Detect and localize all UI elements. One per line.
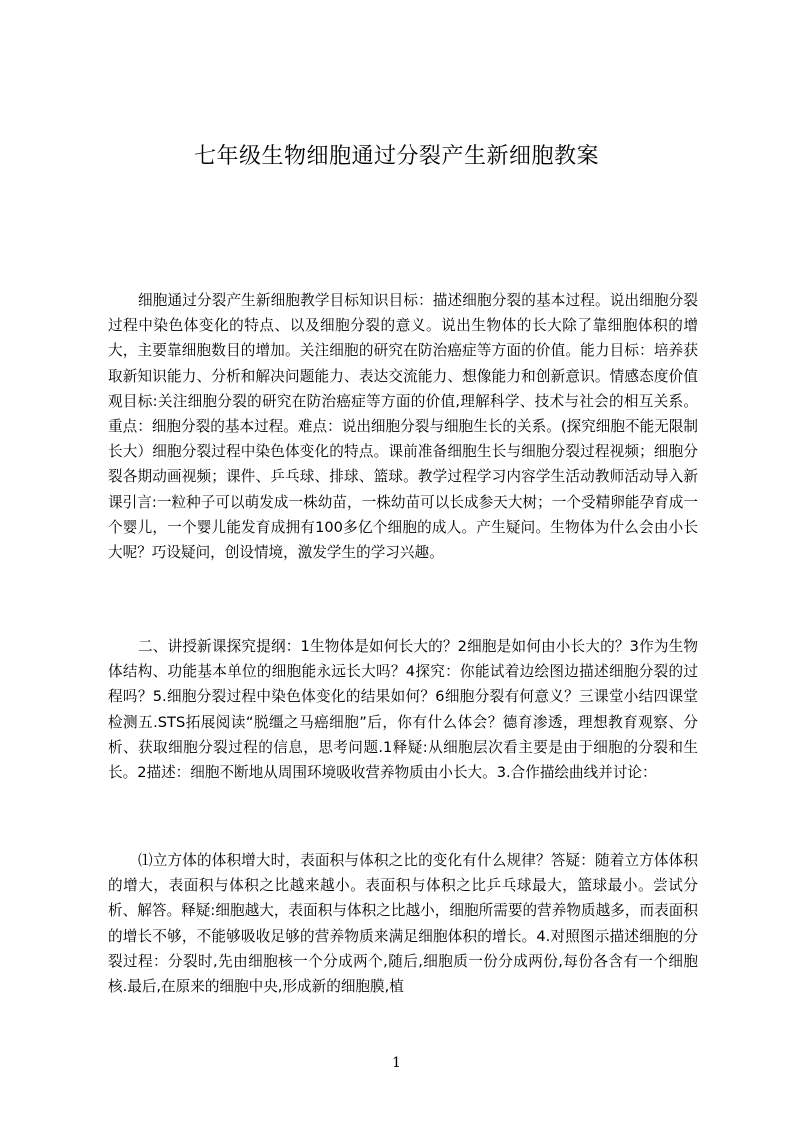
- paragraph-new-lesson: 二、讲授新课探究提纲：1生物体是如何长大的？2细胞是如何由小长大的？3作为生物体结构、功能基本单位的细胞能永远长大吗？4探究：你能试着边绘图边描述细胞分裂的过程吗？5.细胞分裂过程中染色体变化的结果如何？6细胞分裂有何意义？三课堂小结四课堂检测五.STS拓展阅读“脱缰之马癌细胞”后，你有什么体会？德育渗透，理想教育观察、分析、获取细胞分裂过程的信息，思考问题.1释疑:从细胞层次看主要是由于细胞的分裂和生长。2描述：细胞不断地从周围环境吸收营养物质由小长大。3.合作描绘曲线并讨论：: [108, 638, 698, 782]
- page-number: 1: [392, 1055, 401, 1071]
- document-title: 七年级生物细胞通过分裂产生新细胞教案: [193, 144, 599, 169]
- paragraph-cube-question: ⑴立方体的体积增大时，表面积与体积之比的变化有什么规律？答疑：随着立方体体积的增大，表面积与体积之比越来越小。表面积与体积之比乒乓球最大，篮球最小。尝试分析、解答。释疑:细胞越大，表面积与体积之比越小，细胞所需要的营养物质越多，而表面积的增长不够，不能够吸收足够的营养物质来满足细胞体积的增长。4.对照图示描述细胞的分裂过程：分裂时,先由细胞核一个分成两个,随后,细胞质一份分成两份,每份各含有一个细胞核.最后,在原来的细胞中央,形成新的细胞膜,植: [108, 852, 698, 996]
- paragraph-objectives: 细胞通过分裂产生新细胞教学目标知识目标：描述细胞分裂的基本过程。说出细胞分裂过程中染色体变化的特点、以及细胞分裂的意义。说出生物体的长大除了靠细胞体积的增大，主要靠细胞数目的增加。关注细胞的研究在防治癌症等方面的价值。能力目标：培养获取新知识能力、分析和解决问题能力、表达交流能力、想像能力和创新意识。情感态度价值观目标:关注细胞分裂的研究在防治癌症等方面的价值,理解科学、技术与社会的相互关系。重点：细胞分裂的基本过程。难点：说出细胞分裂与细胞生长的关系。(探究细胞不能无限制长大）细胞分裂过程中染色体变化的特点。课前准备细胞生长与细胞分裂过程视频；细胞分裂各期动画视频；课件、乒乓球、排球、篮球。教学过程学习内容学生活动教师活动导入新课引言:一粒种子可以萌发成一株幼苗，一株幼苗可以长成参天大树；一个受精卵能孕育成一个婴儿，一个婴儿能发育成拥有100多亿个细胞的成人。产生疑问。生物体为什么会由小长大呢？巧设疑问，创设情境，激发学生的学习兴趣。: [108, 292, 698, 562]
